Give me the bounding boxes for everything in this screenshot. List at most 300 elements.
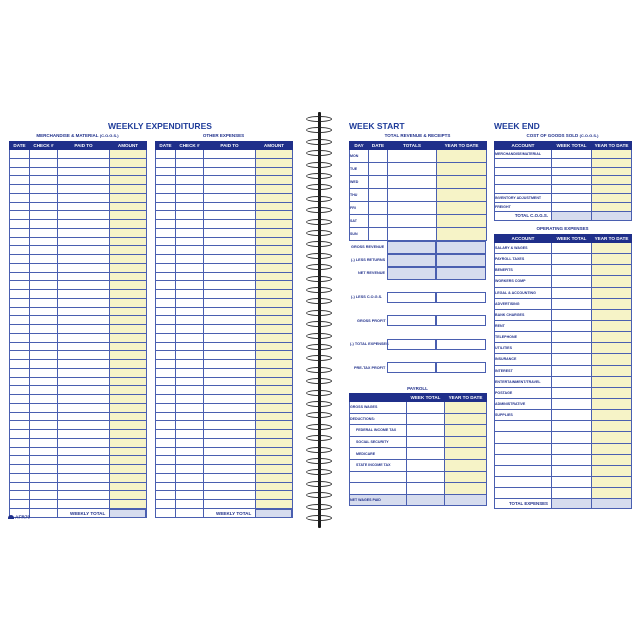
amount-cell[interactable]: [110, 368, 147, 377]
ytd-cell[interactable]: [445, 483, 487, 495]
paid-to-cell[interactable]: [204, 185, 256, 194]
paid-to-cell[interactable]: [58, 150, 110, 159]
ytd-cell[interactable]: [592, 202, 632, 211]
ytd-cell[interactable]: [592, 398, 632, 409]
check-cell[interactable]: [176, 176, 204, 185]
paid-to-cell[interactable]: [58, 351, 110, 360]
check-cell[interactable]: [30, 246, 58, 255]
paid-to-cell[interactable]: [204, 307, 256, 316]
date-cell[interactable]: [156, 281, 176, 290]
ytd-cell[interactable]: [592, 320, 632, 331]
paid-to-cell[interactable]: [58, 158, 110, 167]
check-cell[interactable]: [176, 316, 204, 325]
paid-to-cell[interactable]: [204, 438, 256, 447]
totals-cell[interactable]: [388, 228, 437, 241]
amount-cell[interactable]: [110, 377, 147, 386]
paid-to-cell[interactable]: [204, 368, 256, 377]
check-cell[interactable]: [176, 255, 204, 264]
week-total-cell[interactable]: [552, 287, 592, 298]
paid-to-cell[interactable]: [58, 298, 110, 307]
date-cell[interactable]: [10, 176, 30, 185]
paid-to-cell[interactable]: [204, 342, 256, 351]
amount-cell[interactable]: [110, 158, 147, 167]
cogs-account-cell[interactable]: [495, 176, 552, 185]
amount-cell[interactable]: [256, 491, 293, 500]
check-cell[interactable]: [30, 377, 58, 386]
paid-to-cell[interactable]: [58, 412, 110, 421]
amount-cell[interactable]: [256, 342, 293, 351]
week-total-cell[interactable]: [552, 185, 592, 194]
paid-to-cell[interactable]: [58, 403, 110, 412]
ytd-cell[interactable]: [592, 354, 632, 365]
date-cell[interactable]: [156, 333, 176, 342]
amount-cell[interactable]: [256, 202, 293, 211]
ytd-cell[interactable]: [445, 436, 487, 448]
date-cell[interactable]: [10, 368, 30, 377]
check-cell[interactable]: [30, 403, 58, 412]
week-total-cell[interactable]: [552, 276, 592, 287]
week-total-cell[interactable]: [552, 387, 592, 398]
date-cell[interactable]: [10, 281, 30, 290]
paid-to-cell[interactable]: [204, 211, 256, 220]
check-cell[interactable]: [176, 290, 204, 299]
amount-cell[interactable]: [110, 465, 147, 474]
amount-cell[interactable]: [110, 185, 147, 194]
check-cell[interactable]: [30, 281, 58, 290]
paid-to-cell[interactable]: [204, 150, 256, 159]
paid-to-cell[interactable]: [58, 473, 110, 482]
week-total-cell[interactable]: [552, 410, 592, 421]
amount-cell[interactable]: [110, 220, 147, 229]
amount-cell[interactable]: [256, 167, 293, 176]
date-cell[interactable]: [10, 185, 30, 194]
date-cell[interactable]: [156, 307, 176, 316]
week-total-cell[interactable]: [552, 193, 592, 202]
check-cell[interactable]: [176, 456, 204, 465]
check-cell[interactable]: [176, 395, 204, 404]
check-cell[interactable]: [176, 447, 204, 456]
check-cell[interactable]: [176, 351, 204, 360]
amount-cell[interactable]: [256, 465, 293, 474]
check-cell[interactable]: [176, 307, 204, 316]
paid-to-cell[interactable]: [204, 158, 256, 167]
amount-cell[interactable]: [110, 202, 147, 211]
ytd-cell[interactable]: [437, 215, 487, 228]
check-cell[interactable]: [30, 202, 58, 211]
totals-cell[interactable]: [388, 176, 437, 189]
payroll-item-label[interactable]: [350, 483, 407, 495]
amount-cell[interactable]: [110, 482, 147, 491]
pretax-profit-ytd[interactable]: [436, 362, 486, 373]
total-expenses-ytd[interactable]: [592, 499, 632, 509]
paid-to-cell[interactable]: [204, 360, 256, 369]
date-cell[interactable]: [10, 465, 30, 474]
paid-to-cell[interactable]: [58, 246, 110, 255]
date-cell[interactable]: [10, 500, 30, 509]
amount-cell[interactable]: [256, 298, 293, 307]
date-cell[interactable]: [156, 447, 176, 456]
paid-to-cell[interactable]: [58, 167, 110, 176]
date-cell[interactable]: [10, 237, 30, 246]
check-cell[interactable]: [30, 193, 58, 202]
amount-cell[interactable]: [256, 220, 293, 229]
ytd-cell[interactable]: [445, 425, 487, 437]
totals-cell[interactable]: [388, 215, 437, 228]
check-cell[interactable]: [176, 377, 204, 386]
paid-to-cell[interactable]: [204, 333, 256, 342]
amount-cell[interactable]: [256, 430, 293, 439]
date-cell[interactable]: [10, 167, 30, 176]
check-cell[interactable]: [30, 421, 58, 430]
date-cell[interactable]: [156, 167, 176, 176]
paid-to-cell[interactable]: [58, 377, 110, 386]
date-cell[interactable]: [10, 298, 30, 307]
week-total-cell[interactable]: [407, 471, 445, 483]
paid-to-cell[interactable]: [204, 395, 256, 404]
check-cell[interactable]: [30, 430, 58, 439]
date-cell[interactable]: [10, 412, 30, 421]
date-cell[interactable]: [10, 263, 30, 272]
week-total-cell[interactable]: [552, 454, 592, 465]
totals-cell[interactable]: [388, 150, 437, 163]
check-cell[interactable]: [30, 307, 58, 316]
week-total-cell[interactable]: [552, 398, 592, 409]
date-cell[interactable]: [369, 150, 388, 163]
ytd-cell[interactable]: [445, 448, 487, 460]
date-cell[interactable]: [156, 158, 176, 167]
paid-to-cell[interactable]: [204, 176, 256, 185]
amount-cell[interactable]: [256, 368, 293, 377]
amount-cell[interactable]: [110, 281, 147, 290]
gross-revenue-ytd[interactable]: [436, 241, 486, 254]
date-cell[interactable]: [10, 421, 30, 430]
date-cell[interactable]: [156, 395, 176, 404]
check-cell[interactable]: [30, 228, 58, 237]
opex-account-cell[interactable]: [495, 421, 552, 432]
check-cell[interactable]: [176, 158, 204, 167]
week-total-cell[interactable]: [552, 254, 592, 265]
amount-cell[interactable]: [110, 403, 147, 412]
paid-to-cell[interactable]: [58, 482, 110, 491]
ytd-cell[interactable]: [592, 332, 632, 343]
less-returns-totals[interactable]: [387, 254, 436, 267]
date-cell[interactable]: [10, 333, 30, 342]
check-cell[interactable]: [176, 403, 204, 412]
amount-cell[interactable]: [110, 272, 147, 281]
totals-cell[interactable]: [388, 189, 437, 202]
ytd-cell[interactable]: [592, 167, 632, 176]
check-cell[interactable]: [30, 473, 58, 482]
amount-cell[interactable]: [256, 263, 293, 272]
amount-cell[interactable]: [256, 158, 293, 167]
paid-to-cell[interactable]: [204, 290, 256, 299]
paid-to-cell[interactable]: [204, 167, 256, 176]
paid-to-cell[interactable]: [58, 255, 110, 264]
check-cell[interactable]: [30, 158, 58, 167]
date-cell[interactable]: [10, 255, 30, 264]
week-total-cell[interactable]: [552, 309, 592, 320]
amount-cell[interactable]: [256, 456, 293, 465]
paid-to-cell[interactable]: [204, 246, 256, 255]
date-cell[interactable]: [10, 473, 30, 482]
paid-to-cell[interactable]: [58, 395, 110, 404]
ytd-cell[interactable]: [592, 254, 632, 265]
date-cell[interactable]: [156, 377, 176, 386]
gross-revenue-totals[interactable]: [387, 241, 436, 254]
paid-to-cell[interactable]: [204, 272, 256, 281]
ytd-cell[interactable]: [437, 176, 487, 189]
total-cogs-week[interactable]: [552, 211, 592, 220]
check-cell[interactable]: [176, 412, 204, 421]
date-cell[interactable]: [369, 228, 388, 241]
check-cell[interactable]: [176, 220, 204, 229]
amount-cell[interactable]: [110, 316, 147, 325]
check-cell[interactable]: [176, 438, 204, 447]
week-total-cell[interactable]: [552, 243, 592, 254]
total-expenses-week[interactable]: [552, 499, 592, 509]
paid-to-cell[interactable]: [58, 368, 110, 377]
date-cell[interactable]: [156, 430, 176, 439]
check-cell[interactable]: [30, 316, 58, 325]
date-cell[interactable]: [156, 193, 176, 202]
amount-cell[interactable]: [110, 167, 147, 176]
ytd-cell[interactable]: [437, 163, 487, 176]
check-cell[interactable]: [30, 360, 58, 369]
week-total-cell[interactable]: [552, 167, 592, 176]
paid-to-cell[interactable]: [204, 325, 256, 334]
paid-to-cell[interactable]: [204, 491, 256, 500]
date-cell[interactable]: [10, 456, 30, 465]
date-cell[interactable]: [10, 360, 30, 369]
check-cell[interactable]: [30, 351, 58, 360]
check-cell[interactable]: [176, 386, 204, 395]
amount-cell[interactable]: [256, 500, 293, 509]
check-cell[interactable]: [176, 193, 204, 202]
check-cell[interactable]: [30, 500, 58, 509]
paid-to-cell[interactable]: [204, 377, 256, 386]
date-cell[interactable]: [10, 430, 30, 439]
gross-profit-totals[interactable]: [387, 315, 436, 326]
date-cell[interactable]: [156, 386, 176, 395]
paid-to-cell[interactable]: [204, 202, 256, 211]
date-cell[interactable]: [156, 237, 176, 246]
paid-to-cell[interactable]: [58, 185, 110, 194]
check-cell[interactable]: [176, 360, 204, 369]
ytd-cell[interactable]: [592, 176, 632, 185]
week-total-cell[interactable]: [552, 465, 592, 476]
paid-to-cell[interactable]: [204, 298, 256, 307]
date-cell[interactable]: [10, 290, 30, 299]
paid-to-cell[interactable]: [204, 255, 256, 264]
ytd-cell[interactable]: [445, 402, 487, 414]
gross-profit-ytd[interactable]: [436, 315, 486, 326]
paid-to-cell[interactable]: [58, 307, 110, 316]
check-cell[interactable]: [30, 395, 58, 404]
date-cell[interactable]: [10, 447, 30, 456]
ytd-cell[interactable]: [592, 185, 632, 194]
merch-weekly-total-box[interactable]: [109, 509, 146, 518]
amount-cell[interactable]: [256, 412, 293, 421]
date-cell[interactable]: [156, 491, 176, 500]
week-total-cell[interactable]: [552, 332, 592, 343]
amount-cell[interactable]: [256, 228, 293, 237]
check-cell[interactable]: [176, 430, 204, 439]
less-cogs-totals[interactable]: [387, 292, 436, 303]
amount-cell[interactable]: [110, 325, 147, 334]
date-cell[interactable]: [10, 307, 30, 316]
check-cell[interactable]: [176, 508, 204, 517]
week-total-cell[interactable]: [552, 421, 592, 432]
date-cell[interactable]: [156, 325, 176, 334]
ytd-cell[interactable]: [437, 150, 487, 163]
date-cell[interactable]: [10, 272, 30, 281]
date-cell[interactable]: [156, 272, 176, 281]
date-cell[interactable]: [10, 403, 30, 412]
paid-to-cell[interactable]: [204, 228, 256, 237]
paid-to-cell[interactable]: [58, 342, 110, 351]
opex-account-cell[interactable]: [495, 488, 552, 499]
check-cell[interactable]: [30, 298, 58, 307]
date-cell[interactable]: [156, 421, 176, 430]
date-cell[interactable]: [10, 325, 30, 334]
check-cell[interactable]: [30, 290, 58, 299]
paid-to-cell[interactable]: [204, 220, 256, 229]
paid-to-cell[interactable]: [204, 351, 256, 360]
ytd-cell[interactable]: [437, 202, 487, 215]
check-cell[interactable]: [30, 447, 58, 456]
paid-to-cell[interactable]: [204, 403, 256, 412]
total-cogs-ytd[interactable]: [592, 211, 632, 220]
amount-cell[interactable]: [256, 438, 293, 447]
week-total-cell[interactable]: [552, 432, 592, 443]
ytd-cell[interactable]: [592, 158, 632, 167]
cogs-account-cell[interactable]: [495, 185, 552, 194]
ytd-cell[interactable]: [592, 193, 632, 202]
amount-cell[interactable]: [256, 185, 293, 194]
ytd-cell[interactable]: [592, 243, 632, 254]
amount-cell[interactable]: [256, 360, 293, 369]
ytd-cell[interactable]: [592, 298, 632, 309]
amount-cell[interactable]: [256, 403, 293, 412]
date-cell[interactable]: [10, 377, 30, 386]
paid-to-cell[interactable]: [204, 193, 256, 202]
date-cell[interactable]: [156, 290, 176, 299]
paid-to-cell[interactable]: [58, 281, 110, 290]
date-cell[interactable]: [156, 351, 176, 360]
amount-cell[interactable]: [110, 421, 147, 430]
ytd-cell[interactable]: [592, 387, 632, 398]
amount-cell[interactable]: [110, 412, 147, 421]
paid-to-cell[interactable]: [58, 438, 110, 447]
amount-cell[interactable]: [110, 237, 147, 246]
ytd-cell[interactable]: [592, 276, 632, 287]
ytd-cell[interactable]: [592, 309, 632, 320]
check-cell[interactable]: [30, 255, 58, 264]
paid-to-cell[interactable]: [204, 281, 256, 290]
amount-cell[interactable]: [110, 290, 147, 299]
amount-cell[interactable]: [256, 193, 293, 202]
date-cell[interactable]: [369, 215, 388, 228]
check-cell[interactable]: [176, 333, 204, 342]
paid-to-cell[interactable]: [58, 491, 110, 500]
check-cell[interactable]: [30, 150, 58, 159]
date-cell[interactable]: [156, 368, 176, 377]
week-total-cell[interactable]: [552, 354, 592, 365]
amount-cell[interactable]: [256, 255, 293, 264]
net-revenue-totals[interactable]: [387, 267, 436, 280]
total-expenses-ytd[interactable]: [436, 339, 486, 350]
totals-cell[interactable]: [388, 202, 437, 215]
ytd-cell[interactable]: [445, 471, 487, 483]
check-cell[interactable]: [30, 438, 58, 447]
check-cell[interactable]: [176, 465, 204, 474]
total-expenses-totals[interactable]: [387, 339, 436, 350]
week-total-cell[interactable]: [552, 376, 592, 387]
check-cell[interactable]: [176, 473, 204, 482]
check-cell[interactable]: [176, 185, 204, 194]
ytd-cell[interactable]: [592, 443, 632, 454]
amount-cell[interactable]: [110, 395, 147, 404]
amount-cell[interactable]: [110, 500, 147, 509]
amount-cell[interactable]: [256, 176, 293, 185]
paid-to-cell[interactable]: [58, 360, 110, 369]
pretax-profit-totals[interactable]: [387, 362, 436, 373]
date-cell[interactable]: [10, 150, 30, 159]
paid-to-cell[interactable]: [58, 272, 110, 281]
opex-account-cell[interactable]: [495, 465, 552, 476]
date-cell[interactable]: [156, 150, 176, 159]
paid-to-cell[interactable]: [58, 211, 110, 220]
amount-cell[interactable]: [110, 430, 147, 439]
date-cell[interactable]: [10, 395, 30, 404]
date-cell[interactable]: [10, 228, 30, 237]
check-cell[interactable]: [176, 228, 204, 237]
amount-cell[interactable]: [256, 395, 293, 404]
amount-cell[interactable]: [256, 482, 293, 491]
date-cell[interactable]: [156, 246, 176, 255]
ytd-cell[interactable]: [437, 189, 487, 202]
paid-to-cell[interactable]: [204, 447, 256, 456]
amount-cell[interactable]: [110, 438, 147, 447]
week-total-cell[interactable]: [407, 483, 445, 495]
week-total-cell[interactable]: [552, 150, 592, 159]
paid-to-cell[interactable]: [58, 228, 110, 237]
paid-to-cell[interactable]: [204, 316, 256, 325]
week-total-cell[interactable]: [552, 476, 592, 487]
opex-account-cell[interactable]: [495, 476, 552, 487]
check-cell[interactable]: [176, 298, 204, 307]
amount-cell[interactable]: [110, 342, 147, 351]
ytd-cell[interactable]: [592, 488, 632, 499]
date-cell[interactable]: [156, 438, 176, 447]
date-cell[interactable]: [156, 185, 176, 194]
paid-to-cell[interactable]: [58, 421, 110, 430]
other-weekly-total-box[interactable]: [255, 509, 292, 518]
date-cell[interactable]: [156, 211, 176, 220]
ytd-cell[interactable]: [592, 432, 632, 443]
paid-to-cell[interactable]: [204, 412, 256, 421]
check-cell[interactable]: [30, 491, 58, 500]
amount-cell[interactable]: [256, 281, 293, 290]
check-cell[interactable]: [30, 386, 58, 395]
week-total-cell[interactable]: [407, 402, 445, 414]
payroll-item-label[interactable]: [350, 471, 407, 483]
check-cell[interactable]: [30, 456, 58, 465]
check-cell[interactable]: [30, 465, 58, 474]
week-total-cell[interactable]: [552, 265, 592, 276]
check-cell[interactable]: [30, 185, 58, 194]
amount-cell[interactable]: [110, 298, 147, 307]
